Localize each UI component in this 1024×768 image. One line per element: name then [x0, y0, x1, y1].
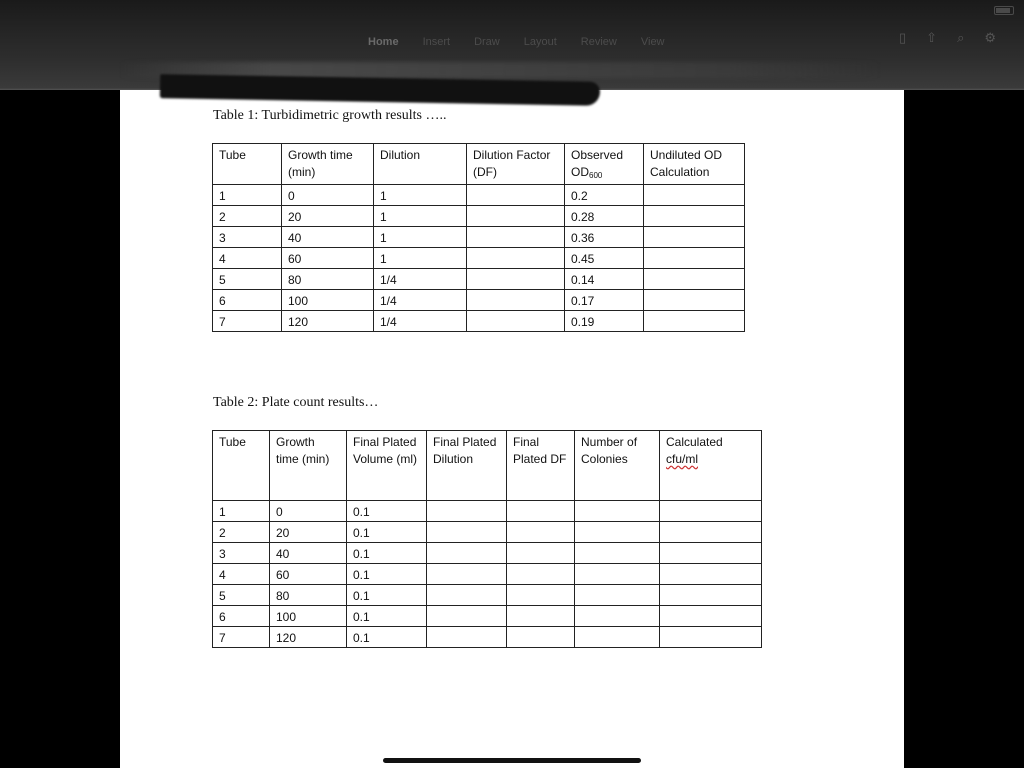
cell-dilution[interactable]: 1: [374, 227, 467, 248]
tab-review[interactable]: Review: [580, 36, 617, 48]
table-row: [213, 564, 762, 585]
cell-final-volume[interactable]: 0.1: [347, 585, 427, 606]
cell-observed-od[interactable]: 0.28: [565, 206, 644, 227]
plate-count-table: [212, 430, 762, 648]
table-row: [213, 606, 762, 627]
header-final-dilution: Final Plated Dilution: [427, 431, 507, 501]
cell-tube[interactable]: 7: [213, 311, 282, 332]
cell-calculated[interactable]: [660, 543, 762, 564]
table-row: [213, 522, 762, 543]
header-growth-time: Growth time (min): [270, 431, 347, 501]
header-observed-od: [565, 144, 644, 185]
tab-view[interactable]: View: [640, 36, 665, 48]
cell-dilution-factor[interactable]: [467, 269, 565, 290]
header-dilution-factor: Dilution Factor (DF): [467, 144, 565, 185]
observed-od-subscript: 600: [589, 171, 603, 180]
cell-dilution-factor[interactable]: [467, 248, 565, 269]
cell-dilution[interactable]: 1: [374, 185, 467, 206]
ribbon-tabs: [368, 36, 665, 48]
table-row: [213, 227, 745, 248]
cell-undiluted-od[interactable]: [644, 269, 745, 290]
cell-observed-od[interactable]: 0.19: [565, 311, 644, 332]
table-row: [213, 585, 762, 606]
cell-tube[interactable]: 3: [213, 543, 270, 564]
cell-observed-od[interactable]: 0.17: [565, 290, 644, 311]
cell-colonies[interactable]: [575, 522, 660, 543]
cell-final-volume[interactable]: 0.1: [347, 543, 427, 564]
home-indicator[interactable]: [383, 758, 641, 763]
cell-final-volume[interactable]: 0.1: [347, 564, 427, 585]
cell-calculated[interactable]: [660, 606, 762, 627]
cell-tube[interactable]: 6: [213, 290, 282, 311]
tab-draw[interactable]: Draw: [474, 36, 500, 48]
table-row: [213, 290, 745, 311]
cell-growth-time[interactable]: 40: [270, 543, 347, 564]
cell-final-df[interactable]: [507, 564, 575, 585]
cell-tube[interactable]: 1: [213, 501, 270, 522]
cell-undiluted-od[interactable]: [644, 206, 745, 227]
table-row: [213, 206, 745, 227]
cell-growth-time[interactable]: 20: [282, 206, 374, 227]
cell-final-dilution[interactable]: [427, 543, 507, 564]
cell-final-df[interactable]: [507, 501, 575, 522]
cell-growth-time[interactable]: 80: [282, 269, 374, 290]
cell-calculated[interactable]: [660, 564, 762, 585]
cell-undiluted-od[interactable]: [644, 311, 745, 332]
cell-final-df[interactable]: [507, 543, 575, 564]
app-toolbar: [0, 0, 1024, 90]
cell-observed-od[interactable]: 0.14: [565, 269, 644, 290]
cell-dilution[interactable]: 1/4: [374, 290, 467, 311]
cell-tube[interactable]: 3: [213, 227, 282, 248]
header-tube: Tube: [213, 431, 270, 501]
cell-dilution[interactable]: 1/4: [374, 311, 467, 332]
cell-growth-time[interactable]: 0: [282, 185, 374, 206]
cfu-per-ml-label: cfu/ml: [666, 452, 699, 466]
cell-dilution[interactable]: 1: [374, 206, 467, 227]
battery-icon: [994, 6, 1014, 15]
cell-colonies[interactable]: [575, 606, 660, 627]
cell-tube[interactable]: 5: [213, 269, 282, 290]
header-tube: Tube: [213, 144, 282, 185]
table-row: [213, 501, 762, 522]
header-final-df: Final Plated DF: [507, 431, 575, 501]
cell-growth-time[interactable]: 100: [270, 606, 347, 627]
cell-calculated[interactable]: [660, 585, 762, 606]
toolbar-icons: [899, 30, 996, 46]
cell-dilution-factor[interactable]: [467, 311, 565, 332]
cell-growth-time[interactable]: 120: [282, 311, 374, 332]
cell-undiluted-od[interactable]: [644, 248, 745, 269]
cell-tube[interactable]: 2: [213, 522, 270, 543]
cell-observed-od[interactable]: 0.36: [565, 227, 644, 248]
cell-dilution-factor[interactable]: [467, 185, 565, 206]
header-colonies: Number of Colonies: [575, 431, 660, 501]
cell-tube[interactable]: 6: [213, 606, 270, 627]
cell-dilution-factor[interactable]: [467, 227, 565, 248]
cell-tube[interactable]: 7: [213, 627, 270, 648]
cell-growth-time[interactable]: 60: [282, 248, 374, 269]
search-icon[interactable]: ⌕: [957, 30, 965, 45]
header-dilution: Dilution: [374, 144, 467, 185]
table-row: [213, 185, 745, 206]
cell-dilution[interactable]: 1/4: [374, 269, 467, 290]
header-final-volume: Final Plated Volume (ml): [347, 431, 427, 501]
cell-final-dilution[interactable]: [427, 501, 507, 522]
cell-observed-od[interactable]: 0.45: [565, 248, 644, 269]
cell-final-volume[interactable]: 0.1: [347, 501, 427, 522]
cell-final-dilution[interactable]: [427, 564, 507, 585]
cell-colonies[interactable]: [575, 564, 660, 585]
cell-colonies[interactable]: [575, 543, 660, 564]
cell-growth-time[interactable]: 100: [282, 290, 374, 311]
cell-calculated[interactable]: [660, 501, 762, 522]
cell-final-volume[interactable]: 0.1: [347, 522, 427, 543]
cell-growth-time[interactable]: 40: [282, 227, 374, 248]
cell-growth-time[interactable]: 120: [270, 627, 347, 648]
cell-final-volume[interactable]: 0.1: [347, 606, 427, 627]
cell-tube[interactable]: 4: [213, 564, 270, 585]
table2-caption: Table 2: Plate count results…: [213, 395, 379, 410]
cell-calculated[interactable]: [660, 522, 762, 543]
cell-final-dilution[interactable]: [427, 522, 507, 543]
cell-final-dilution[interactable]: [427, 606, 507, 627]
cell-final-dilution[interactable]: [427, 627, 507, 648]
header-calculated: [660, 431, 762, 501]
cell-colonies[interactable]: [575, 627, 660, 648]
table-row: [213, 311, 745, 332]
table-row: [213, 543, 762, 564]
file-icon[interactable]: ▯: [899, 30, 907, 45]
tab-layout[interactable]: Layout: [523, 36, 557, 48]
cell-growth-time[interactable]: 0: [270, 501, 347, 522]
share-icon[interactable]: ⇧: [926, 30, 938, 45]
cell-colonies[interactable]: [575, 585, 660, 606]
cell-calculated[interactable]: [660, 627, 762, 648]
header-growth-time: Growth time (min): [282, 144, 374, 185]
settings-icon[interactable]: ⚙: [984, 30, 996, 45]
cell-tube[interactable]: 4: [213, 248, 282, 269]
table-row: [213, 269, 745, 290]
header-undiluted-od: Undiluted OD Calculation: [644, 144, 745, 185]
cell-final-volume[interactable]: 0.1: [347, 627, 427, 648]
cell-tube[interactable]: 5: [213, 585, 270, 606]
cell-observed-od[interactable]: 0.2: [565, 185, 644, 206]
table1-caption: Table 1: Turbidimetric growth results …..: [213, 108, 447, 123]
calculated-label: Calculated: [666, 435, 723, 449]
cell-final-df[interactable]: [507, 585, 575, 606]
cell-undiluted-od[interactable]: [644, 290, 745, 311]
cell-colonies[interactable]: [575, 501, 660, 522]
tab-home[interactable]: Home: [368, 36, 399, 48]
cell-growth-time[interactable]: 20: [270, 522, 347, 543]
tab-insert[interactable]: Insert: [422, 36, 451, 48]
table-row: [213, 248, 745, 269]
turbidimetric-table: [212, 143, 745, 332]
observed-od-label: Observed OD: [571, 148, 624, 179]
cell-undiluted-od[interactable]: [644, 227, 745, 248]
cell-undiluted-od[interactable]: [644, 185, 745, 206]
cell-growth-time[interactable]: 80: [270, 585, 347, 606]
table-row: [213, 627, 762, 648]
cell-final-df[interactable]: [507, 522, 575, 543]
cell-growth-time[interactable]: 60: [270, 564, 347, 585]
cell-tube[interactable]: 1: [213, 185, 282, 206]
cell-final-dilution[interactable]: [427, 585, 507, 606]
cell-final-df[interactable]: [507, 606, 575, 627]
cell-dilution-factor[interactable]: [467, 290, 565, 311]
cell-dilution[interactable]: 1: [374, 248, 467, 269]
cell-final-df[interactable]: [507, 627, 575, 648]
cell-dilution-factor[interactable]: [467, 206, 565, 227]
cell-tube[interactable]: 2: [213, 206, 282, 227]
